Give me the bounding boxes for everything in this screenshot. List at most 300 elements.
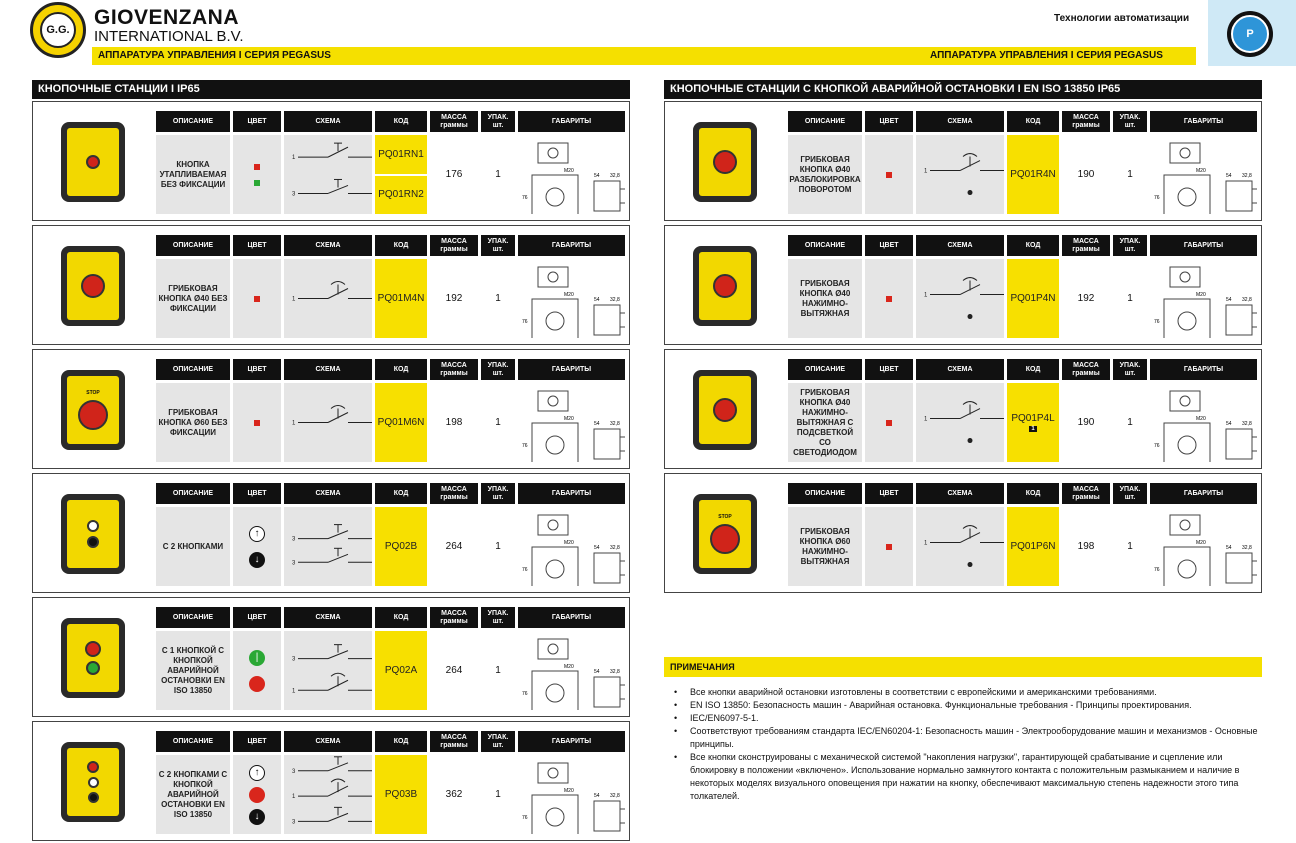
col-header-mass [430,235,478,256]
color-cell [233,507,281,586]
svg-text:76: 76 [522,319,528,325]
col-header-mass [1062,235,1110,256]
color-swatch [254,164,260,170]
wiring-diagram [284,259,372,338]
product-code: PQ02A [384,665,418,676]
svg-text:3: 3 [292,560,296,567]
down-button-icon [87,536,99,548]
dims-cell [518,755,625,834]
svg-text:M20: M20 [564,168,574,174]
scheme-cell [916,507,1004,586]
svg-text:32,8: 32,8 [1242,421,1252,427]
col-header-subtext: граммы [1072,369,1100,377]
pack-value: 1 [495,169,501,180]
pack-value: 1 [495,541,501,552]
enclosure [699,376,751,444]
product-code-cell[interactable] [375,383,427,462]
row-description: С 2 КНОПКАМИ С КНОПКОЙ АВАРИЙНОЙ ОСТАНОВКИ EN ISO 13850 [156,755,230,834]
svg-text:3: 3 [292,768,296,775]
dimension-drawing [1150,259,1257,338]
col-header-subtext: граммы [1072,121,1100,129]
col-header-dims: ГАБАРИТЫ [518,111,625,132]
stop-label: STOP [718,514,732,520]
product-code-cell[interactable] [375,259,427,338]
mass-value: 192 [445,293,463,304]
wiring-diagram [916,259,1004,338]
green-button-icon [86,661,100,675]
col-header-text: МАССА [441,361,467,369]
product-photo [693,370,757,450]
mass-value: 198 [445,417,463,428]
col-header-mass [430,607,478,628]
col-header-text: МАССА [1073,485,1099,493]
svg-text:M20: M20 [564,664,574,670]
col-header-subtext: шт. [492,617,504,625]
col-header-subtext: граммы [440,121,468,129]
pack-value: 1 [1127,293,1133,304]
svg-text:76: 76 [1154,443,1160,449]
col-header-scheme: СХЕМА [284,607,372,628]
scheme-cell [284,631,372,710]
row-description: ГРИБКОВАЯ КНОПКА Ø40 БЕЗ ФИКСАЦИИ [156,259,230,338]
svg-text:32,8: 32,8 [610,793,620,799]
dimension-drawing [1150,507,1257,586]
row-description: ГРИБКОВАЯ КНОПКА Ø60 БЕЗ ФИКСАЦИИ [156,383,230,462]
row-description: С 2 КНОПКАМИ [156,507,230,586]
dimension-drawing [1150,135,1257,214]
col-header-color: ЦВЕТ [233,483,281,504]
col-header-color: ЦВЕТ [233,607,281,628]
svg-text:M20: M20 [1196,416,1206,422]
col-header-text: МАССА [441,485,467,493]
enclosure [67,376,119,444]
col-header-color: ЦВЕТ [233,731,281,752]
product-code[interactable]: PQ01RN2 [375,176,427,215]
mushroom-button-icon [78,400,108,430]
wiring-diagram [284,383,372,462]
mass-value: 198 [1077,541,1095,552]
brand-name: GIOVENZANA [94,6,240,29]
product-row [32,597,630,717]
wiring-diagram [284,507,372,586]
svg-text:76: 76 [522,443,528,449]
product-code: PQ02B [384,541,418,552]
svg-text:32,8: 32,8 [1242,297,1252,303]
row-description: ГРИБКОВАЯ КНОПКА Ø60 НАЖИМНО-ВЫТЯЖНАЯ [788,507,862,586]
col-header-desc: ОПИСАНИЕ [788,111,862,132]
product-code: PQ01M6N [377,417,425,428]
color-cell [865,507,913,586]
svg-text:3: 3 [292,191,296,198]
led-badge-icon: 1 [1031,426,1035,432]
scheme-cell [916,135,1004,214]
product-row [664,349,1262,469]
dims-cell [1150,507,1257,586]
dimension-drawing [518,383,625,462]
col-header-desc: ОПИСАНИЕ [788,235,862,256]
col-header-code: КОД [375,235,427,256]
svg-text:32,8: 32,8 [1242,545,1252,551]
svg-text:76: 76 [522,195,528,201]
mushroom-button-icon [81,274,105,298]
dims-cell [1150,135,1257,214]
red-indicator-icon [249,787,265,803]
col-header-dims: ГАБАРИТЫ [518,235,625,256]
product-photo [61,122,125,202]
color-cell [233,383,281,462]
scheme-cell [916,383,1004,462]
arrow-up-icon: ↑ [249,765,265,781]
enclosure [67,748,119,816]
col-header-dims: ГАБАРИТЫ [518,731,625,752]
left-section-title: КНОПОЧНЫЕ СТАНЦИИ I IP65 [32,80,630,99]
product-row [32,349,630,469]
scheme-cell [284,507,372,586]
col-header-scheme: СХЕМА [284,359,372,380]
svg-text:76: 76 [1154,567,1160,573]
red-button-icon [86,155,100,169]
color-swatch [886,172,892,178]
col-header-code: КОД [375,111,427,132]
col-header-pack [1113,359,1147,380]
green-indicator-icon: | [249,650,265,666]
svg-text:76: 76 [1154,195,1160,201]
col-header-desc: ОПИСАНИЕ [788,359,862,380]
col-header-scheme: СХЕМА [284,483,372,504]
col-header-text: МАССА [441,113,467,121]
product-code: PQ01P6N [1010,541,1056,552]
wiring-diagram [916,383,1004,462]
mushroom-button-icon [710,524,740,554]
col-header-pack [481,483,515,504]
svg-text:54: 54 [594,669,600,675]
mass-value: 264 [445,665,463,676]
dimension-drawing [1150,383,1257,462]
dims-cell [518,383,625,462]
dimension-drawing [518,507,625,586]
svg-text:54: 54 [1226,297,1232,303]
row-description: ГРИБКОВАЯ КНОПКА Ø40 НАЖИМНО-ВЫТЯЖНАЯ [788,259,862,338]
note-item: • EN ISO 13850: Безопасность машин - Аварийная остановка. Функциональные требования - Принципы проектирования. [670,699,1262,712]
product-code-cell[interactable] [1007,507,1059,586]
col-header-desc: ОПИСАНИЕ [788,483,862,504]
col-header-subtext: шт. [492,741,504,749]
col-header-code: КОД [375,731,427,752]
row-description: ГРИБКОВАЯ КНОПКА Ø40 РАЗБЛОКИРОВКА ПОВОРОТОМ [788,135,862,214]
col-header-subtext: граммы [440,369,468,377]
svg-text:32,8: 32,8 [1242,173,1252,179]
svg-text:3: 3 [292,536,296,543]
color-swatch [254,180,260,186]
col-header-dims: ГАБАРИТЫ [1150,111,1257,132]
brand-subtitle: INTERNATIONAL B.V. [94,28,244,45]
enclosure [67,128,119,196]
col-header-color: ЦВЕТ [865,235,913,256]
pack-value: 1 [495,417,501,428]
svg-text:32,8: 32,8 [610,421,620,427]
col-header-dims: ГАБАРИТЫ [1150,235,1257,256]
product-row [664,101,1262,221]
col-header-text: МАССА [1073,361,1099,369]
product-code-cell[interactable] [375,755,427,834]
col-header-text: УПАК. [1119,485,1141,493]
svg-text:32,8: 32,8 [610,173,620,179]
series-title-left: АППАРАТУРА УПРАВЛЕНИЯ I СЕРИЯ PEGASUS [98,50,331,61]
product-code-cell[interactable] [375,631,427,710]
col-header-subtext: шт. [1124,493,1136,501]
enclosure [67,252,119,320]
pack-value: 1 [495,665,501,676]
svg-text:54: 54 [594,545,600,551]
color-swatch [254,296,260,302]
product-code: PQ01M4N [377,293,425,304]
wiring-diagram [916,135,1004,214]
dimension-drawing [518,631,625,710]
col-header-subtext: шт. [1124,121,1136,129]
col-header-text: МАССА [441,237,467,245]
svg-text:1: 1 [292,420,296,427]
mass-value: 190 [1077,169,1095,180]
col-header-text: МАССА [441,733,467,741]
product-row [664,225,1262,345]
col-header-mass [430,359,478,380]
color-swatch [886,544,892,550]
svg-text:M20: M20 [564,540,574,546]
svg-text:1: 1 [292,296,296,303]
col-header-mass [1062,483,1110,504]
product-photo [693,122,757,202]
col-header-mass [430,111,478,132]
col-header-dims: ГАБАРИТЫ [518,483,625,504]
product-row [32,721,630,841]
col-header-text: МАССА [1073,237,1099,245]
notes-title: ПРИМЕЧАНИЯ [664,657,1262,677]
col-header-pack [481,235,515,256]
col-header-subtext: шт. [1124,369,1136,377]
mass-value: 362 [445,789,463,800]
dims-cell [518,631,625,710]
product-photo [61,618,125,698]
col-header-subtext: граммы [440,617,468,625]
mass-value: 264 [445,541,463,552]
svg-text:54: 54 [1226,421,1232,427]
svg-text:76: 76 [522,691,528,697]
svg-text:M20: M20 [1196,168,1206,174]
row-description: КНОПКА УТАПЛИВАЕМАЯ БЕЗ ФИКСАЦИИ [156,135,230,214]
col-header-pack [1113,483,1147,504]
color-cell [233,755,281,834]
col-header-text: МАССА [1073,113,1099,121]
page-letter-badge[interactable] [1227,11,1273,57]
col-header-code: КОД [375,607,427,628]
col-header-text: УПАК. [1119,361,1141,369]
svg-text:76: 76 [522,815,528,821]
col-header-code: КОД [375,483,427,504]
col-header-code: КОД [1007,235,1059,256]
product-code: PQ01P4L [1011,413,1055,424]
col-header-scheme: СХЕМА [916,359,1004,380]
col-header-subtext: шт. [492,121,504,129]
col-header-dims: ГАБАРИТЫ [518,607,625,628]
dims-cell [1150,383,1257,462]
dims-cell [518,135,625,214]
col-header-color: ЦВЕТ [233,359,281,380]
svg-text:76: 76 [1154,319,1160,325]
col-header-desc: ОПИСАНИЕ [156,607,230,628]
product-code-cell[interactable] [1007,259,1059,338]
series-title-right: АППАРАТУРА УПРАВЛЕНИЯ I СЕРИЯ PEGASUS [930,50,1163,61]
svg-text:32,8: 32,8 [610,669,620,675]
svg-text:54: 54 [594,173,600,179]
svg-text:1: 1 [924,292,928,299]
dimension-drawing [518,755,625,834]
col-header-subtext: граммы [440,741,468,749]
svg-text:54: 54 [1226,545,1232,551]
col-header-subtext: шт. [492,245,504,253]
wiring-diagram [916,507,1004,586]
stop-button-icon [87,761,99,773]
color-cell [865,259,913,338]
col-header-subtext: граммы [1072,245,1100,253]
wiring-diagram [284,755,372,834]
svg-text:1: 1 [924,540,928,547]
col-header-color: ЦВЕТ [865,483,913,504]
svg-text:1: 1 [924,168,928,175]
scheme-cell [284,259,372,338]
dims-cell [1150,259,1257,338]
svg-text:1: 1 [292,155,296,162]
product-code-cell[interactable] [375,507,427,586]
arrow-up-icon: ↑ [249,526,265,542]
product-photo [693,246,757,326]
scheme-cell [916,259,1004,338]
col-header-text: МАССА [441,609,467,617]
down-button-icon [88,792,99,803]
product-row [664,473,1262,593]
svg-text:32,8: 32,8 [610,297,620,303]
note-item: • Соответствуют требованиям стандарта IEC/EN60204-1: Безопасность машин - Электрооборудование машин и механизмов - Основные принципы. [670,725,1262,751]
svg-text:32,8: 32,8 [610,545,620,551]
col-header-color: ЦВЕТ [233,235,281,256]
color-swatch [886,296,892,302]
col-header-pack [481,111,515,132]
row-description: ГРИБКОВАЯ КНОПКА Ø40 НАЖИМНО-ВЫТЯЖНАЯ С ПОДСВЕТКОЙ СО СВЕТОДИОДОМ [788,383,862,462]
col-header-dims: ГАБАРИТЫ [518,359,625,380]
col-header-text: УПАК. [487,361,509,369]
col-header-subtext: шт. [492,493,504,501]
col-header-pack [481,731,515,752]
col-header-dims: ГАБАРИТЫ [1150,483,1257,504]
tagline: Технологии автоматизации [1054,13,1190,24]
row-description: С 1 КНОПКОЙ С КНОПКОЙ АВАРИЙНОЙ ОСТАНОВКИ EN ISO 13850 [156,631,230,710]
page-letter: P [1231,15,1269,53]
product-code: PQ03B [384,789,418,800]
product-row [32,473,630,593]
product-photo [61,742,125,822]
col-header-text: УПАК. [1119,237,1141,245]
svg-text:76: 76 [522,567,528,573]
col-header-scheme: СХЕМА [916,235,1004,256]
arrow-down-icon: ↓ [249,809,265,825]
col-header-color: ЦВЕТ [865,111,913,132]
color-swatch [886,420,892,426]
stop-button-icon [85,641,101,657]
enclosure [67,624,119,692]
col-header-scheme: СХЕМА [284,235,372,256]
col-header-color: ЦВЕТ [233,111,281,132]
col-header-text: УПАК. [487,485,509,493]
col-header-text: УПАК. [487,609,509,617]
svg-text:M20: M20 [564,416,574,422]
col-header-subtext: граммы [440,245,468,253]
product-code: PQ01R4N [1010,169,1056,180]
color-swatch [254,420,260,426]
logo-mark: G.G. [40,12,76,48]
scheme-cell [284,135,372,214]
stop-label: STOP [86,390,100,396]
svg-text:54: 54 [594,793,600,799]
col-header-desc: ОПИСАНИЕ [156,235,230,256]
note-item: • Все кнопки сконструированы с механической системой "накопления нагрузки", гарантирующей срабатывание и сцепление или блокировку в положении «включено». Использование нормально замкнутого контакта с положительным размыканием и наличие в некоторых моделях визуального оповещения при нажатии на кнопку, обеспечивают максимальную степень надежности этого типа толкателей. [670,751,1262,803]
wiring-diagram [284,631,372,710]
pack-value: 1 [1127,417,1133,428]
col-header-pack [1113,235,1147,256]
svg-text:1: 1 [292,688,296,695]
pack-value: 1 [495,789,501,800]
col-header-desc: ОПИСАНИЕ [156,483,230,504]
dims-cell [518,259,625,338]
enclosure [699,252,751,320]
color-cell [233,631,281,710]
color-cell [865,135,913,214]
col-header-text: УПАК. [487,237,509,245]
mass-value: 192 [1077,293,1095,304]
product-code-cell[interactable] [1007,383,1059,462]
scheme-cell [284,383,372,462]
product-photo [61,494,125,574]
col-header-pack [481,359,515,380]
note-item: • IEC/EN6097-5-1. [670,712,1262,725]
product-code[interactable]: PQ01RN1 [375,135,427,174]
col-header-code: КОД [1007,111,1059,132]
col-header-subtext: шт. [492,369,504,377]
pack-value: 1 [1127,541,1133,552]
col-header-desc: ОПИСАНИЕ [156,111,230,132]
svg-text:M20: M20 [564,788,574,794]
col-header-code: КОД [1007,483,1059,504]
product-code-cell[interactable] [1007,135,1059,214]
svg-text:54: 54 [1226,173,1232,179]
note-item: • Все кнопки аварийной остановки изготовлены в соответствии с европейскими и американскими требованиями. [670,686,1262,699]
dimension-drawing [518,259,625,338]
pack-value: 1 [495,293,501,304]
up-button-icon [87,520,99,532]
col-header-mass [430,731,478,752]
mushroom-button-icon [713,398,737,422]
enclosure [699,500,751,568]
svg-text:3: 3 [292,819,296,826]
dimension-drawing [518,135,625,214]
right-section-title: КНОПОЧНЫЕ СТАНЦИИ С КНОПКОЙ АВАРИЙНОЙ ОСТАНОВКИ I EN ISO 13850 IP65 [664,80,1262,99]
enclosure [699,128,751,196]
product-photo [61,246,125,326]
col-header-text: УПАК. [1119,113,1141,121]
col-header-text: УПАК. [487,733,509,741]
col-header-pack [1113,111,1147,132]
company-logo [30,2,86,58]
notes-section [664,657,1262,803]
enclosure [67,500,119,568]
